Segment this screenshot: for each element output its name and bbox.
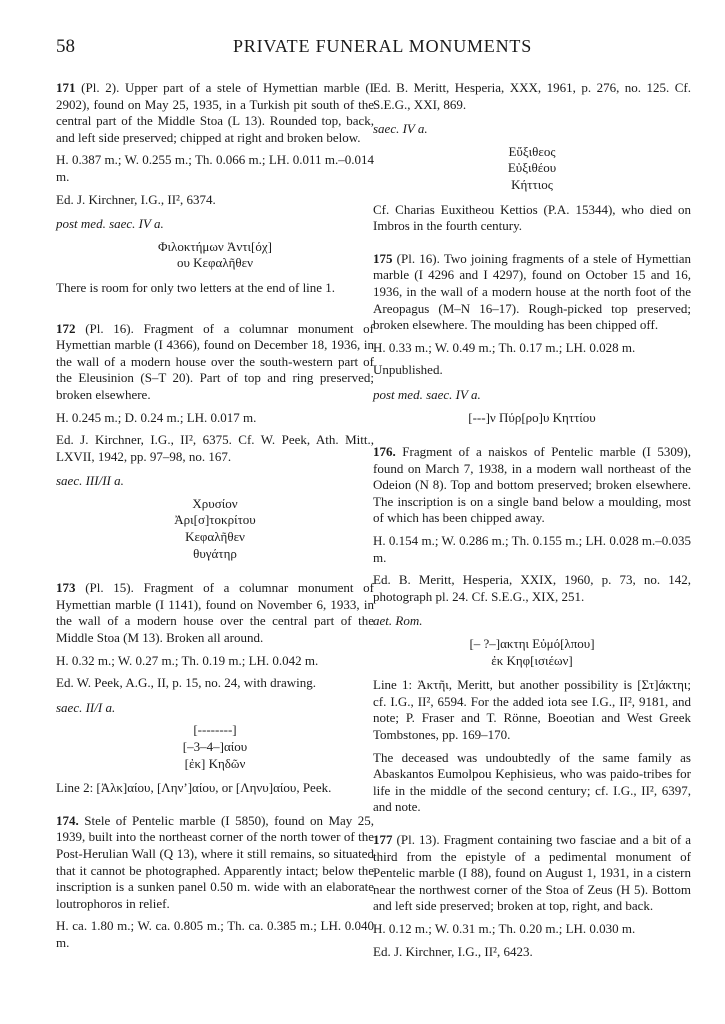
inscription-line: Κεφαλῆθεν — [185, 529, 245, 545]
note: Line 2: [Ἀλκ]αίου, [Ληνʼ]αίου, or [Ληνυ]αίου, Peek. — [56, 780, 332, 796]
date: saec. IV a. — [373, 121, 428, 137]
greek-inscription — [373, 410, 691, 427]
entry-text: Fragment of a naiskos of Pentelic marble (I 5309), found on March 7, 1938, in a modern wall northeast of the Odeion (N 8). Top and bottom preserved; broken elsewhere. The inscription is on a single band below a moulding, most of which has been chipped away. — [373, 444, 691, 526]
greek-inscription — [56, 496, 374, 562]
entry-number: 174. — [56, 812, 79, 828]
date: post med. saec. IV a. — [373, 386, 481, 402]
inscription-line: Κήττιος — [511, 176, 553, 192]
greek-inscription — [373, 636, 691, 669]
entry-text: (Pl. 16). Fragment of a columnar monument of Hymettian marble (I 4366), found on December 18, 1936, in the wall of a modern house over the south-western part of the Eleusinion (S–T 20). Part of top and ring preserved; broken elsewhere. — [56, 320, 374, 402]
greek-inscription — [56, 722, 374, 772]
page-number: 58 — [56, 36, 75, 57]
left-column — [56, 80, 374, 958]
edition: Ed. J. Kirchner, I.G., II², 6375. Cf. W. Peek, Ath. Mitt., LXVII, 1942, pp. 97–98, no. 167. — [56, 432, 374, 464]
inscription-line: [ἐκ] Κηδῶν — [184, 755, 246, 771]
entry-173 — [56, 580, 374, 646]
inscription-line: Ἀρι[σ]τοκρίτου — [174, 512, 256, 528]
inscription-line: [–3–4–]αίου — [182, 739, 248, 754]
entry-174 — [56, 813, 374, 913]
greek-inscription — [56, 239, 374, 272]
entry-text: (Pl. 15). Fragment of a columnar monument of Hymettian marble (I 1141), found on November 6, 1933, in the wall of a modern house over the central part of the Middle Stoa (M 13). Broken all around. — [56, 580, 374, 646]
entry-172 — [56, 321, 374, 404]
dimensions: H. 0.154 m.; W. 0.286 m.; Th. 0.155 m.; LH. 0.028 m.–0.035 m. — [373, 533, 691, 565]
inscription-line: ἐκ Κηφ[ισιέων] — [491, 652, 573, 668]
entry-number: 171 — [56, 80, 76, 95]
right-column — [373, 80, 691, 966]
inscription-line: Εὐξιθέου — [507, 160, 557, 176]
edition: Ed. J. Kirchner, I.G., II², 6374. — [56, 191, 216, 207]
entry-number: 177 — [373, 831, 393, 847]
dimensions: H. 0.245 m.; D. 0.24 m.; LH. 0.017 m. — [56, 409, 257, 425]
inscription-line: [---]ν Πύρ[ρο]υ Κηττίου — [468, 409, 596, 425]
inscription-line: [– ?–]ακτηι Εὐμό[λπου] — [469, 636, 595, 652]
entry-text: (Pl. 16). Two joining fragments of a stele of Hymettian marble (I 4296 and I 4297), found on October 15 and 16, 1936, in the wall of a modern house at the north foot of the Areopagus (M–N 16–17). Rough-picked top preserved; broken elsewhere. The moulding has been chipped off. — [373, 250, 691, 333]
dimensions: H. ca. 1.80 m.; W. ca. 0.805 m.; Th. ca. 0.385 m.; LH. 0.040 m. — [56, 918, 374, 950]
entry-175 — [373, 251, 691, 334]
note: There is room for only two letters at the end of line 1. — [56, 279, 336, 295]
note: The deceased was undoubtedly of the same family as Abaskantos Eumolpou Kephisieus, who was paido-tribes for life in the middle of the second century; cf. I.G., II², 6397, and note. — [373, 749, 691, 815]
inscription-line: ου Κεφαλῆθεν — [176, 255, 253, 271]
entry-number: 172 — [56, 320, 76, 336]
edition: Ed. B. Meritt, Hesperia, XXX, 1961, p. 276, no. 125. Cf. S.E.G., XXI, 869. — [373, 80, 691, 112]
dimensions: H. 0.387 m.; W. 0.255 m.; Th. 0.066 m.; LH. 0.011 m.–0.014 m. — [56, 152, 374, 184]
inscription-line: [--------] — [193, 722, 237, 738]
entry-number: 173 — [56, 580, 76, 596]
entry-171 — [56, 80, 374, 146]
greek-inscription — [373, 144, 691, 194]
edition: Ed. W. Peek, A.G., II, p. 15, no. 24, with drawing. — [56, 675, 316, 691]
entry-text: (Pl. 13). Fragment containing two fasciae and a bit of a third from the epistyle of a pedimental monument of Pentelic marble (I 88), found on August 1, 1931, in a cistern near the northwest corner of the Stoa of Zeus (H 5). Bottom and left side preserved; broken at top, right, and back. — [373, 831, 691, 914]
date: aet. Rom. — [373, 613, 423, 629]
inscription-line: Εὔξιθεος — [508, 143, 556, 159]
entry-number: 176. — [373, 444, 396, 460]
running-title: PRIVATE FUNERAL MONUMENTS — [232, 36, 533, 56]
inscription-line: Χρυσίον — [192, 495, 238, 511]
date: post med. saec. IV a. — [56, 216, 164, 232]
dimensions: H. 0.33 m.; W. 0.49 m.; Th. 0.17 m.; LH. 0.028 m. — [373, 339, 636, 355]
date: saec. III/II a. — [56, 473, 124, 489]
date: saec. II/I a. — [56, 699, 116, 715]
entry-177 — [373, 832, 691, 915]
dimensions: H. 0.32 m.; W. 0.27 m.; Th. 0.19 m.; LH. 0.042 m. — [56, 652, 319, 668]
edition: Unpublished. — [373, 362, 443, 378]
entry-number: 175 — [373, 250, 393, 266]
edition: Ed. J. Kirchner, I.G., II², 6423. — [373, 943, 533, 959]
entry-176 — [373, 444, 691, 527]
note: Cf. Charias Euxitheou Kettios (P.A. 15344), who died on Imbros in the fourth century. — [373, 201, 691, 234]
inscription-line: θυγάτηρ — [193, 545, 237, 561]
entry-text: Stele of Pentelic marble (I 5850), found on May 25, 1939, built into the northeast corner of the north tower of the Post-Herulian Wall (Q 13), where it still remains, so situated that it cannot be photographed. Apparently intact; below the inscription is a sunken panel 0.50 m. wide with an elaborate loutrophoros in relief. — [56, 812, 374, 911]
dimensions: H. 0.12 m.; W. 0.31 m.; Th. 0.20 m.; LH. 0.030 m. — [373, 920, 636, 936]
inscription-line: Φιλοκτήμων Ἀντι[όχ] — [158, 238, 272, 254]
note: Line 1: Ἀκτῆι, Meritt, but another possibility is [Στ]άκτηι; cf. I.G., II², 6594. For the added iota see I.G., II², 9181, and note; P. Fraser and T. Rönne, Boeotian and West Greek Tombstones, pp. 169–170. — [373, 677, 691, 742]
entry-text: (Pl. 2). Upper part of a stele of Hymettian marble (I 2902), found on May 25, 1935, in a Turkish pit south of the central part of the Middle Stoa (L 13). Rounded top, back, and left side preserved; chipped at right and broken below. — [56, 80, 374, 145]
edition: Ed. B. Meritt, Hesperia, XXIX, 1960, p. 73, no. 142, photograph pl. 24. Cf. S.E.G., XIX, 251. — [373, 572, 691, 604]
